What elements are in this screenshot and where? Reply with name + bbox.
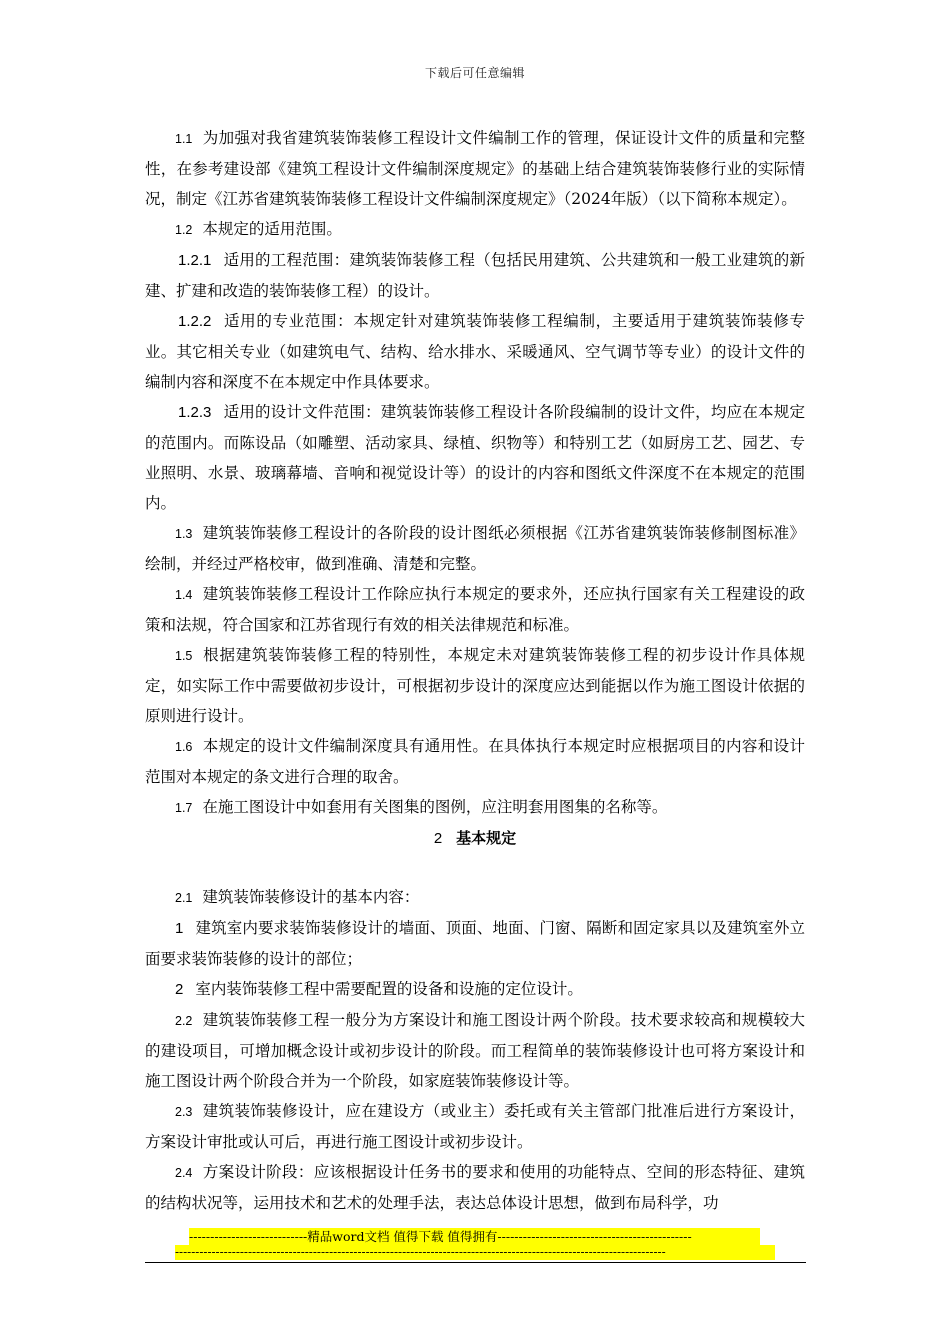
paragraph-1-1: 1.1 为加强对我省建筑装饰装修工程设计文件编制工作的管理，保证设计文件的质量和完整性，在参考建设部《建筑工程设计文件编制深度规定》的基础上结合建筑装饰装修行业的实际情况，制定《江苏省建筑装饰装修工程设计文件编制深度规定》（2024年版）（以下简称本规定）。 bbox=[145, 129, 805, 208]
paragraph-1-2-3: 1.2.3 适用的设计文件范围：建筑装饰装修工程设计各阶段编制的设计文件，均应在本规定的范围内。而陈设品（如雕塑、活动家具、绿植、织物等）和特别工艺（如厨房工艺、园艺、专业照明、水景、玻璃幕墙、音响和视觉设计等）的设计的内容和图纸文件深度不在本规定的范围内。 bbox=[145, 403, 805, 512]
paragraph-1-3: 1.3 建筑装饰装修工程设计的各阶段的设计图纸必须根据《江苏省建筑装饰装修制图标准》绘制，并经过严格校审，做到准确、清楚和完整。 bbox=[145, 524, 805, 573]
paragraph-2-3: 2.3 建筑装饰装修设计，应在建设方（或业主）委托或有关主管部门批准后进行方案设计，方案设计审批或认可后，再进行施工图设计或初步设计。 bbox=[145, 1102, 805, 1151]
footer-rule bbox=[145, 1262, 806, 1263]
page-header: 下载后可任意编辑 bbox=[424, 66, 525, 80]
paragraph-1-2: 1.2 本规定的适用范围。 bbox=[175, 220, 342, 238]
footer-line-2: ------------------------------------------------------------------------------------------------------------------------- bbox=[175, 1245, 775, 1260]
paragraph-2-1: 2.1 建筑装饰装修设计的基本内容： bbox=[175, 888, 420, 906]
paragraph-1-4: 1.4 建筑装饰装修工程设计工作除应执行本规定的要求外，还应执行国家有关工程建设的政策和法规，符合国家和江苏省现行有效的相关法律规范和标准。 bbox=[145, 585, 805, 634]
document-body bbox=[145, 123, 805, 1218]
list-item-2: 2 室内装饰装修工程中需要配置的设备和设施的定位设计。 bbox=[175, 980, 583, 998]
paragraph-1-5: 1.5 根据建筑装饰装修工程的特别性，本规定未对建筑装饰装修工程的初步设计作具体规定，如实际工作中需要做初步设计，可根据初步设计的深度应达到能据以作为施工图设计依据的原则进行设计。 bbox=[145, 646, 805, 725]
paragraph-1-2-2: 1.2.2 适用的专业范围：本规定针对建筑装饰装修工程编制，主要适用于建筑装饰装修专业。其它相关专业（如建筑电气、结构、给水排水、采暖通风、空气调节等专业）的设计文件的编制内容和深度不在本规定中作具体要求。 bbox=[145, 312, 805, 391]
paragraph-1-7: 1.7 在施工图设计中如套用有关图集的图例，应注明套用图集的名称等。 bbox=[175, 798, 668, 816]
section-heading: 2 基本规定 bbox=[433, 829, 517, 847]
paragraph-2-4: 2.4 方案设计阶段：应该根据设计任务书的要求和使用的功能特点、空间的形态特征、建筑的结构状况等，运用技术和艺术的处理手法，表达总体设计思想，做到布局科学，功 bbox=[145, 1163, 805, 1212]
paragraph-1-6: 1.6 本规定的设计文件编制深度具有通用性。在具体执行本规定时应根据项目的内容和设计范围对本规定的条文进行合理的取舍。 bbox=[145, 737, 805, 786]
list-item-1: 1 建筑室内要求装饰装修设计的墙面、顶面、地面、门窗、隔断和固定家具以及建筑室外立面要求装饰装修的设计的部位； bbox=[145, 919, 805, 968]
paragraph-2-2: 2.2 建筑装饰装修工程一般分为方案设计和施工图设计两个阶段。技术要求较高和规模较大的建设项目，可增加概念设计或初步设计的阶段。而工程简单的装饰装修设计也可将方案设计和施工图设计两个阶段合并为一个阶段，如家庭装饰装修设计等。 bbox=[145, 1011, 805, 1090]
footer-line-1: ----------------------------精品word文档 值得下载 值得拥有---------------------------------------------- bbox=[189, 1228, 760, 1245]
paragraph-1-2-1: 1.2.1 适用的工程范围：建筑装饰装修工程（包括民用建筑、公共建筑和一般工业建筑的新建、扩建和改造的装饰装修工程）的设计。 bbox=[145, 251, 805, 300]
